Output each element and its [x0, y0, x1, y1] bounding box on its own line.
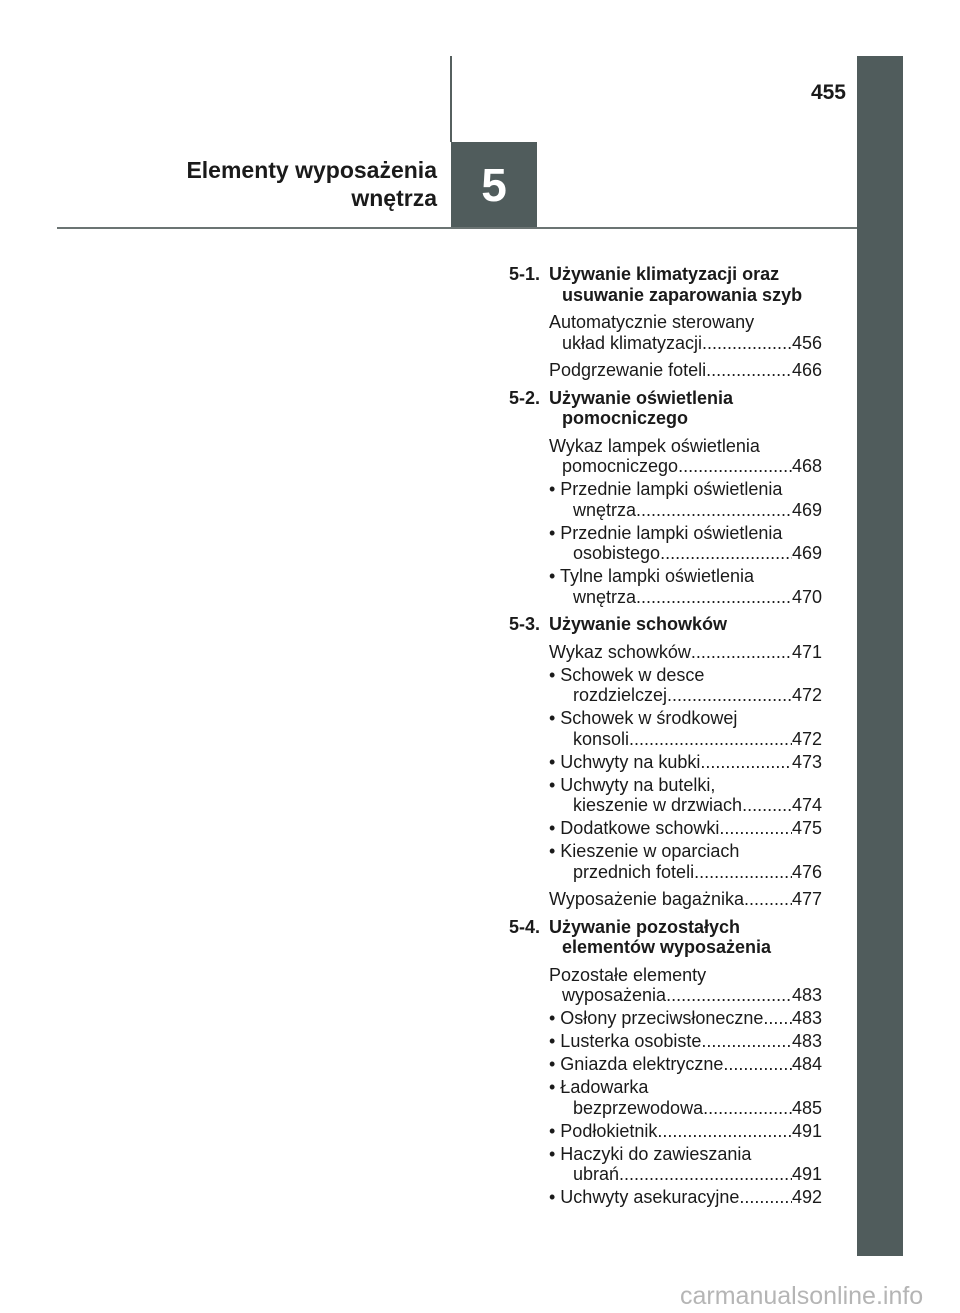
- entry-text-continued: konsoli: [573, 728, 630, 749]
- toc-bullet-entry[interactable]: [549, 1008, 822, 1029]
- entry-page-number[interactable]: 473: [791, 751, 822, 772]
- entry-line: [549, 360, 822, 381]
- entry-line: [549, 1077, 822, 1098]
- dot-leader: [660, 543, 792, 564]
- entry-line: [549, 333, 822, 354]
- entry-line: [549, 1054, 822, 1075]
- dot-leader: [636, 587, 792, 608]
- dot-leader: [666, 985, 792, 1006]
- entry-line: [549, 500, 822, 521]
- entry-text-continued: ubrań: [573, 1164, 620, 1184]
- entry-line: [549, 841, 822, 862]
- chapter-number-tab: [451, 142, 537, 228]
- entry-text: Pozostałe elementy: [549, 964, 707, 985]
- entry-text: • Kieszenie w oparciach: [549, 841, 740, 861]
- entry-page-number[interactable]: 484: [791, 1054, 822, 1074]
- section-title: [549, 388, 822, 429]
- entry-text-continued: układ klimatyzacji: [562, 332, 703, 353]
- entry-text-continued: kieszenie w drzwiach: [573, 795, 743, 815]
- entry-line: [549, 889, 822, 910]
- entry-text: • Uchwyty asekuracyjne: [549, 1187, 740, 1207]
- page-number: 455: [810, 81, 846, 104]
- toc-section-heading[interactable]: [509, 388, 822, 429]
- dot-leader: [691, 642, 792, 663]
- section-title: [549, 917, 822, 958]
- entry-text: Wykaz lampek oświetlenia: [549, 435, 760, 456]
- dot-leader: [694, 862, 792, 883]
- dot-leader: [619, 1164, 792, 1185]
- entry-text: • Uchwyty na butelki,: [549, 774, 716, 795]
- entry-line: [549, 479, 822, 500]
- watermark: carmanualsonline.info: [680, 1282, 924, 1310]
- toc-bullet-entry[interactable]: [549, 752, 822, 773]
- section-title-line1: Używanie klimatyzacji oraz: [549, 264, 780, 284]
- dot-leader: [629, 729, 792, 750]
- entry-page-number[interactable]: 466: [791, 360, 822, 380]
- entry-text: • Ładowarka: [549, 1077, 649, 1097]
- toc-section-heading[interactable]: [509, 917, 822, 958]
- entry-page-number[interactable]: 477: [791, 889, 822, 909]
- dot-leader: [700, 752, 792, 773]
- dot-leader: [719, 818, 792, 839]
- entry-line: [549, 685, 822, 706]
- entry-text-continued: pomocniczego: [562, 456, 679, 476]
- entry-page-number[interactable]: 472: [791, 728, 822, 749]
- entry-line: [549, 312, 822, 333]
- dot-leader: [703, 1098, 792, 1119]
- entry-page-number[interactable]: 491: [791, 1164, 822, 1184]
- entry-text: Automatycznie sterowany: [549, 312, 755, 332]
- entry-text: • Przednie lampki oświetlenia: [549, 522, 783, 543]
- entry-line: [549, 1008, 822, 1029]
- entry-page-number[interactable]: 468: [791, 456, 822, 476]
- entry-text: Wykaz schowków: [549, 641, 691, 662]
- toc-bullet-entry[interactable]: [549, 1187, 822, 1208]
- entry-line: [549, 1144, 822, 1165]
- toc-entry[interactable]: [549, 642, 822, 663]
- entry-text-continued: bezprzewodowa: [573, 1097, 704, 1118]
- dot-leader: [723, 1054, 792, 1075]
- entry-line: [549, 587, 822, 608]
- entry-page-number[interactable]: 469: [791, 543, 822, 563]
- entry-text-continued: wyposażenia: [562, 985, 667, 1005]
- entry-text: • Tylne lampki oświetlenia: [549, 566, 755, 586]
- section-title-line2: usuwanie zaparowania szyb: [562, 284, 803, 305]
- entry-text: Wyposażenie bagażnika: [549, 889, 744, 909]
- dot-leader: [744, 889, 792, 910]
- entry-page-number[interactable]: 471: [791, 641, 822, 662]
- section-title-line1: Używanie schowków: [549, 614, 728, 634]
- toc-bullet-entry[interactable]: [549, 1077, 822, 1118]
- section-title: [549, 614, 822, 635]
- entry-line: [549, 1098, 822, 1119]
- entry-page-number[interactable]: 476: [791, 861, 822, 882]
- entry-line: [549, 1187, 822, 1208]
- chapter-sidebar-bar: [857, 56, 903, 1256]
- entry-text: • Osłony przeciwsłoneczne: [549, 1008, 764, 1028]
- entry-text-continued: osobistego: [573, 543, 661, 563]
- section-title-line2: elementów wyposażenia: [562, 937, 772, 957]
- chapter-title-line1: Elementy wyposażenia: [186, 157, 437, 183]
- entry-page-number[interactable]: 474: [791, 795, 822, 815]
- dot-leader: [702, 333, 792, 354]
- entry-text: • Lusterka osobiste: [549, 1031, 702, 1051]
- entry-page-number[interactable]: 485: [791, 1097, 822, 1118]
- entry-line: [549, 523, 822, 544]
- entry-text: • Gniazda elektryczne: [549, 1054, 724, 1074]
- toc-entry[interactable]: [549, 965, 822, 1006]
- entry-page-number[interactable]: 491: [791, 1120, 822, 1141]
- entry-line: [549, 1031, 822, 1052]
- entry-line: [549, 642, 822, 663]
- header-divider-horizontal: [57, 227, 857, 229]
- toc-entry[interactable]: [549, 312, 822, 353]
- entry-page-number[interactable]: 492: [791, 1187, 822, 1207]
- entry-line: [549, 566, 822, 587]
- entry-line: [549, 862, 822, 883]
- toc-bullet-entry[interactable]: [549, 708, 822, 749]
- dot-leader: [657, 1121, 792, 1142]
- toc-bullet-entry[interactable]: [549, 818, 822, 839]
- toc-bullet-entry[interactable]: [549, 523, 822, 564]
- section-title-line1: Używanie oświetlenia: [549, 387, 734, 408]
- entry-page-number[interactable]: 470: [791, 586, 822, 607]
- dot-leader: [742, 795, 792, 816]
- table-of-contents: [509, 264, 822, 1208]
- section-number: 5-1.: [509, 264, 541, 284]
- entry-line: [549, 543, 822, 564]
- entry-line: [549, 665, 822, 686]
- toc-entry[interactable]: [549, 889, 822, 910]
- chapter-number: 5: [481, 159, 507, 211]
- toc-bullet-entry[interactable]: [549, 665, 822, 706]
- dot-leader: [701, 1031, 792, 1052]
- entry-text: • Schowek w desce: [549, 664, 705, 685]
- section-number: 5-4.: [509, 916, 541, 937]
- entry-line: [549, 1164, 822, 1185]
- section-title-line1: Używanie pozostałych: [549, 916, 741, 937]
- toc-section-heading[interactable]: [509, 264, 822, 305]
- entry-line: [549, 729, 822, 750]
- toc-entry[interactable]: [549, 360, 822, 381]
- toc-bullet-entry[interactable]: [549, 566, 822, 607]
- toc-section-heading[interactable]: [509, 614, 822, 635]
- dot-leader: [667, 685, 792, 706]
- header-divider-vertical: [450, 56, 452, 142]
- entry-text-continued: wnętrza: [573, 586, 637, 607]
- toc-bullet-entry[interactable]: [549, 1121, 822, 1142]
- dot-leader: [636, 500, 792, 521]
- entry-page-number[interactable]: 456: [791, 332, 822, 353]
- entry-page-number[interactable]: 483: [791, 1031, 822, 1051]
- entry-text-continued: rozdzielczej: [573, 685, 668, 705]
- dot-leader: [739, 1187, 792, 1208]
- toc-bullet-entry[interactable]: [549, 841, 822, 882]
- dot-leader: [763, 1008, 792, 1029]
- section-title-line2: pomocniczego: [562, 408, 689, 428]
- entry-page-number[interactable]: 483: [791, 985, 822, 1005]
- entry-page-number[interactable]: 472: [791, 685, 822, 705]
- entry-line: [549, 708, 822, 729]
- section-title: [549, 264, 822, 305]
- entry-line: [549, 436, 822, 457]
- toc-bullet-entry[interactable]: [549, 775, 822, 816]
- entry-line: [549, 1121, 822, 1142]
- section-number: 5-3.: [509, 614, 541, 634]
- entry-text: • Haczyki do zawieszania: [549, 1143, 752, 1164]
- entry-line: [549, 456, 822, 477]
- toc-bullet-entry[interactable]: [549, 479, 822, 520]
- entry-text: • Dodatkowe schowki: [549, 818, 720, 838]
- entry-line: [549, 818, 822, 839]
- entry-text: • Schowek w środkowej: [549, 708, 738, 728]
- entry-text: • Przednie lampki oświetlenia: [549, 479, 783, 499]
- entry-line: [549, 752, 822, 773]
- dot-leader: [706, 360, 792, 381]
- entry-page-number[interactable]: 483: [791, 1008, 822, 1028]
- entry-line: [549, 795, 822, 816]
- chapter-title: [186, 156, 437, 212]
- entry-page-number[interactable]: 469: [791, 499, 822, 520]
- entry-line: [549, 965, 822, 986]
- chapter-title-line2: wnętrza: [351, 185, 437, 211]
- toc-entry[interactable]: [549, 436, 822, 477]
- entry-text-continued: przednich foteli: [573, 861, 695, 882]
- dot-leader: [678, 456, 792, 477]
- toc-bullet-entry[interactable]: [549, 1031, 822, 1052]
- entry-line: [549, 985, 822, 1006]
- toc-bullet-entry[interactable]: [549, 1054, 822, 1075]
- section-number: 5-2.: [509, 387, 541, 408]
- entry-text-continued: wnętrza: [573, 499, 637, 520]
- toc-bullet-entry[interactable]: [549, 1144, 822, 1185]
- entry-text: Podgrzewanie foteli: [549, 360, 707, 380]
- entry-page-number[interactable]: 475: [791, 818, 822, 838]
- entry-text: • Podłokietnik: [549, 1120, 658, 1141]
- entry-line: [549, 775, 822, 796]
- entry-text: • Uchwyty na kubki: [549, 751, 701, 772]
